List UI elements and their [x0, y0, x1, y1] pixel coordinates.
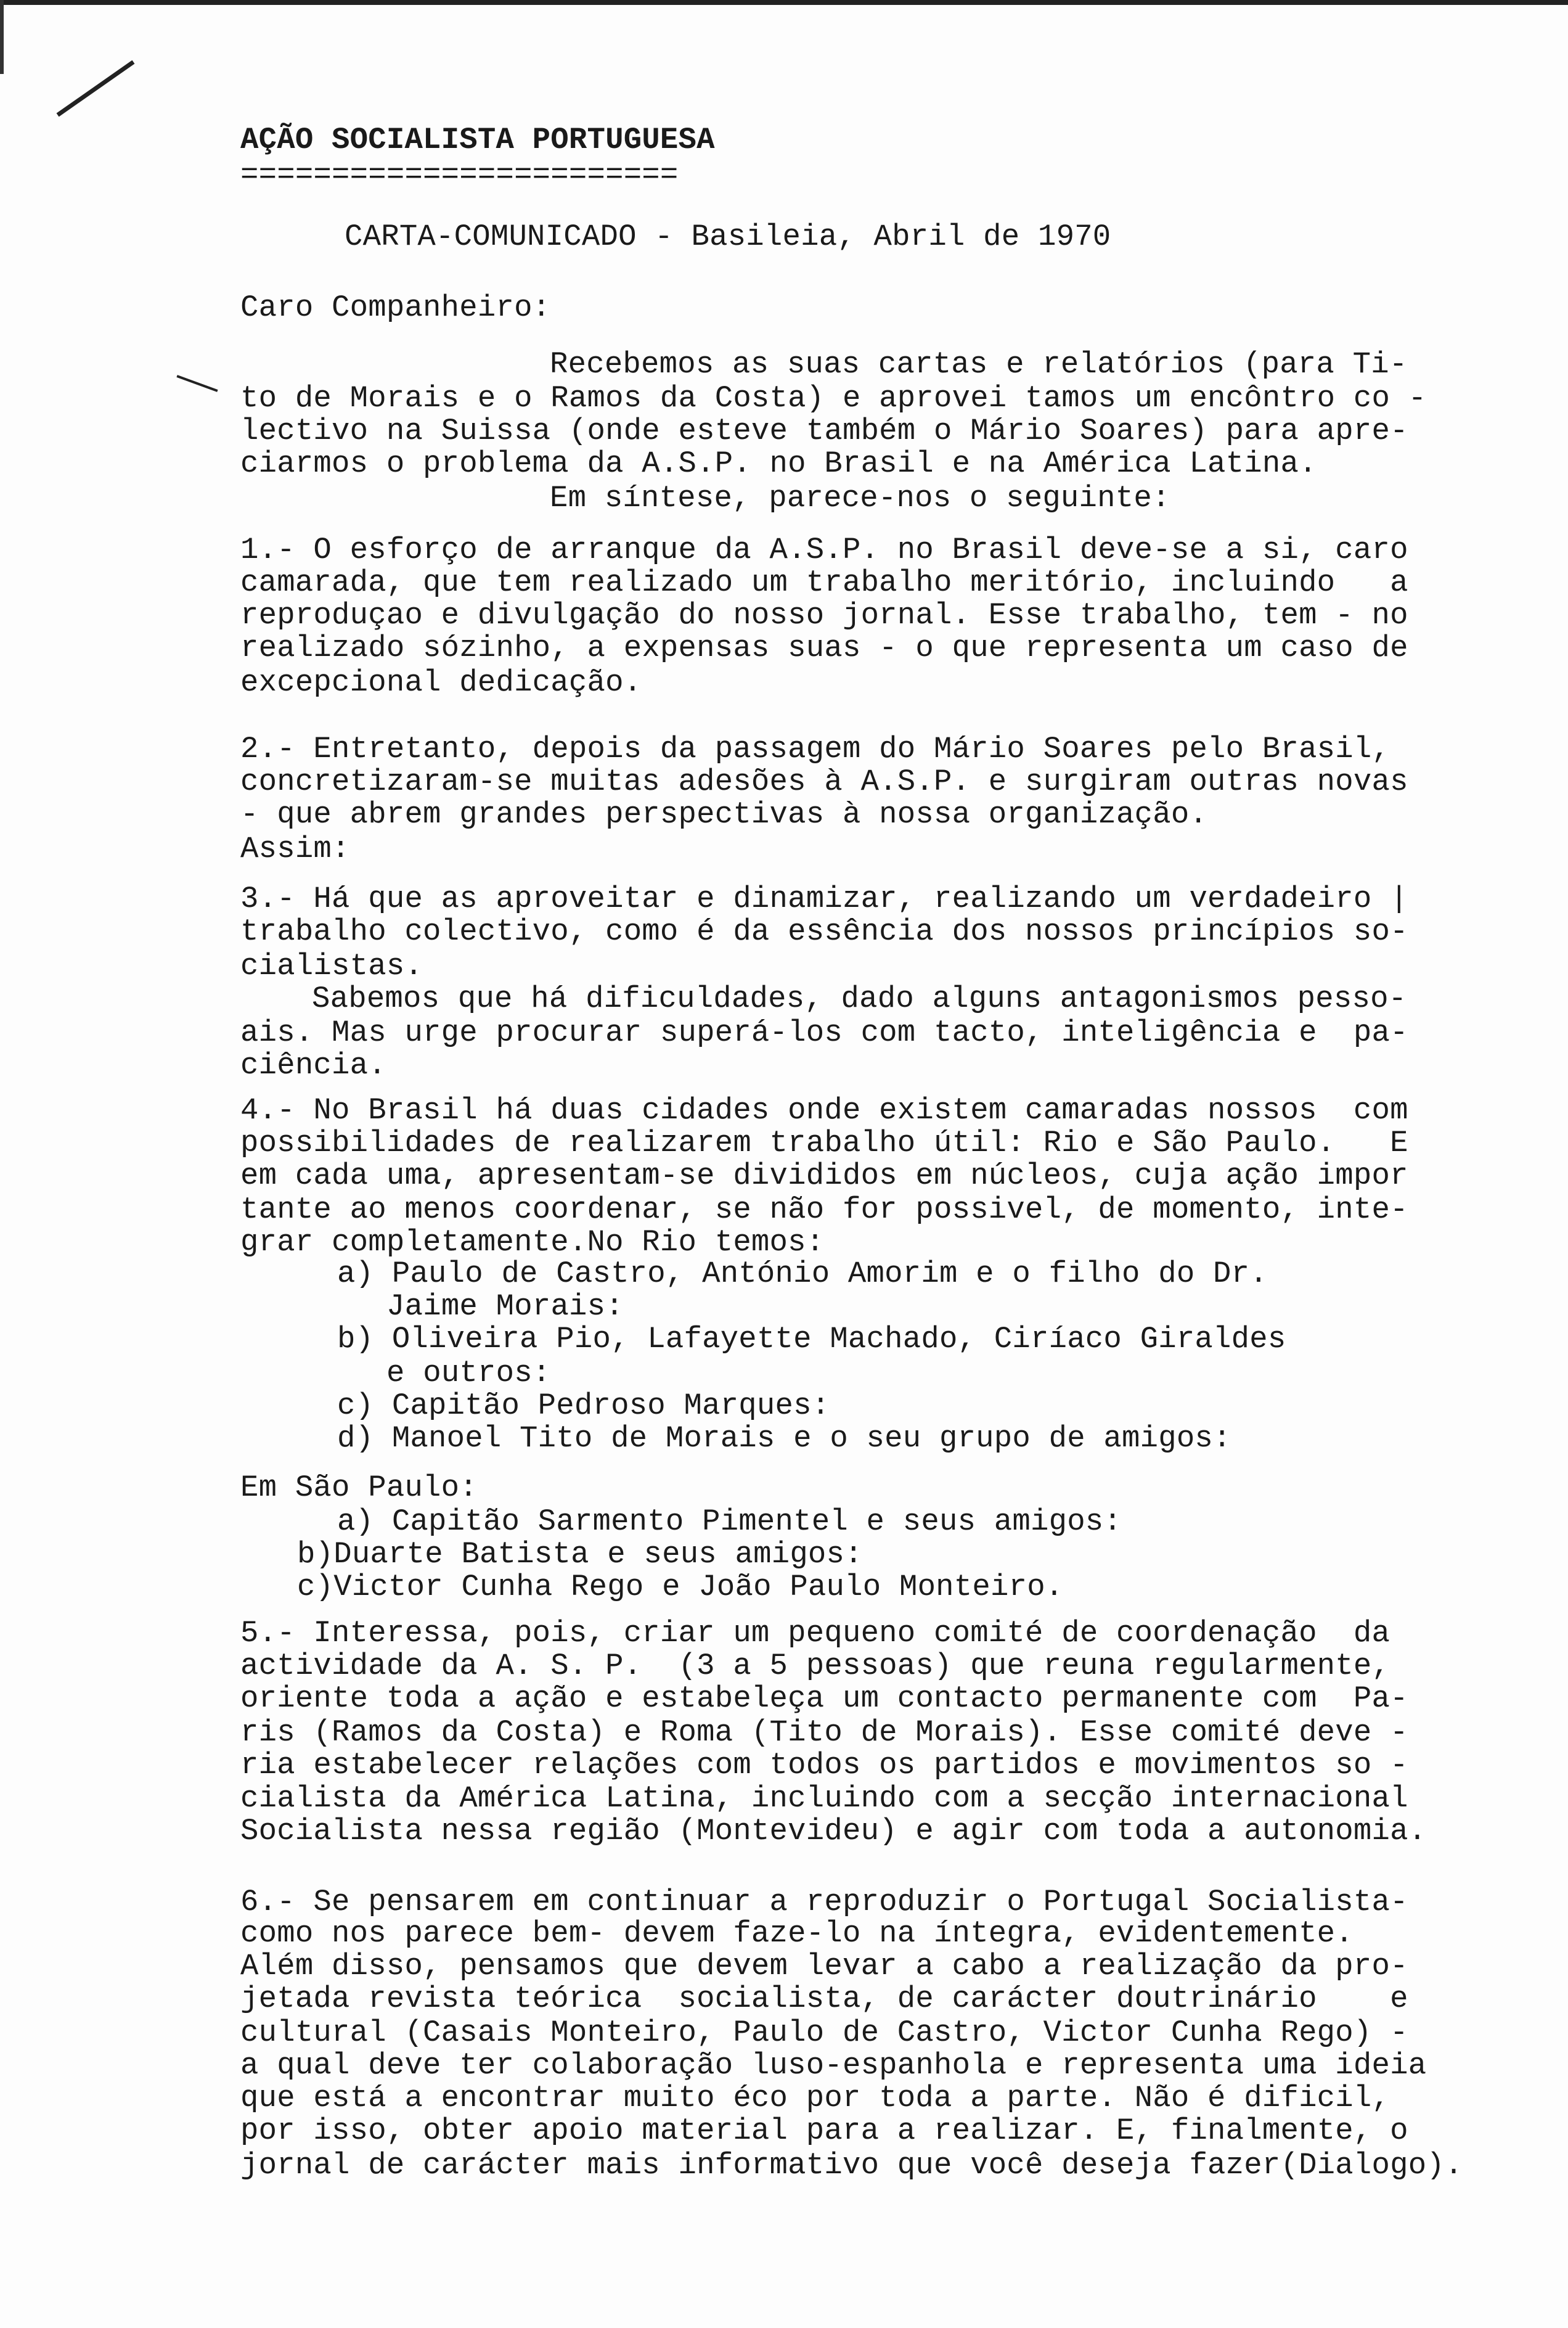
rio-list-item: e outros: — [386, 1356, 551, 1390]
paragraph-1-line: realizado sózinho, a expensas suas - o que representa um caso de — [240, 631, 1408, 665]
paragraph-4-line: em cada uma, apresentam-se divididos em núcleos, cuja ação impor — [240, 1158, 1408, 1193]
paragraph-1-line: 1.- O esforço de arranque da A.S.P. no Brasil deve-se a si, caro — [240, 533, 1408, 567]
paragraph-1-line: camarada, que tem realizado um trabalho meritório, incluindo a — [240, 565, 1408, 600]
paragraph-1-line: excepcional dedicação. — [240, 665, 642, 700]
rio-list-item: a) Paulo de Castro, António Amorim e o filho do Dr. — [337, 1256, 1268, 1291]
paragraph-5-line: oriente toda a ação e estabeleça um contacto permanente com Pa- — [240, 1681, 1408, 1716]
paragraph-6-line: por isso, obter apoio material para a realizar. E, finalmente, o — [240, 2113, 1408, 2148]
paragraph-6-line: a qual deve ter colaboração luso-espanhola e representa uma ideia — [240, 2048, 1427, 2083]
paragraph-4-line: tante ao menos coordenar, se não for possivel, de momento, inte- — [240, 1192, 1408, 1227]
sao-paulo-heading: Em São Paulo: — [240, 1470, 478, 1505]
pen-mark — [57, 60, 135, 117]
paragraph-3-line: ciência. — [240, 1048, 386, 1083]
paragraph-6-line: jornal de carácter mais informativo que você deseja fazer(Dialogo). — [240, 2148, 1463, 2182]
rio-list-item: d) Manoel Tito de Morais e o seu grupo de amigos: — [337, 1421, 1231, 1456]
paragraph-5-line: ria estabelecer relações com todos os partidos e movimentos so - — [240, 1748, 1408, 1782]
paragraph-4-line: possibilidades de realizarem trabalho útil: Rio e São Paulo. E — [240, 1126, 1408, 1160]
sao-paulo-list-item: a) Capitão Sarmento Pimentel e seus amigos: — [337, 1504, 1122, 1539]
paragraph-6-line: jetada revista teórica socialista, de carácter doutrinário e — [240, 1982, 1408, 2016]
title-underline: ======================== — [240, 158, 679, 192]
paragraph-1-line: reproduçao e divulgação do nosso jornal. Esse trabalho, tem - no — [240, 598, 1408, 633]
paragraph-5-line: Socialista nessa região (Montevideu) e agir com toda a autonomia. — [240, 1814, 1427, 1848]
paragraph-6-line: cultural (Casais Monteiro, Paulo de Castro, Victor Cunha Rego) - — [240, 2015, 1408, 2050]
intro-line: lectivo na Suissa (onde esteve também o Mário Soares) para apre- — [240, 414, 1408, 448]
sao-paulo-list-item: b)Duarte Batista e seus amigos: — [297, 1537, 863, 1572]
paragraph-2-line: - que abrem grandes perspectivas à nossa organização. — [240, 797, 1208, 832]
paragraph-6-line: Além disso, pensamos que devem levar a cabo a realização da pro- — [240, 1949, 1408, 1983]
paragraph-5-line: actividade da A. S. P. (3 a 5 pessoas) que reuna regularmente, — [240, 1649, 1390, 1683]
sao-paulo-list-item: c)Victor Cunha Rego e João Paulo Monteiro. — [297, 1570, 1064, 1604]
rio-list-item: c) Capitão Pedroso Marques: — [337, 1388, 830, 1423]
paragraph-3-line: 3.- Há que as aproveitar e dinamizar, realizando um verdadeiro | — [240, 882, 1408, 916]
paragraph-5-line: 5.- Interessa, pois, criar um pequeno comité de coordenação da — [240, 1616, 1390, 1650]
paragraph-2-line: Assim: — [240, 832, 350, 866]
paragraph-2-line: 2.- Entretanto, depois da passagem do Mário Soares pelo Brasil, — [240, 732, 1390, 766]
intro-line: to de Morais e o Ramos da Costa) e aprovei tamos um encôntro co - — [240, 381, 1427, 416]
paragraph-6-line: que está a encontrar muito éco por toda a parte. Não é dificil, — [240, 2081, 1390, 2115]
paragraph-3-line: trabalho colectivo, como é da essência dos nossos princípios so- — [240, 914, 1408, 949]
paragraph-5-line: cialista da América Latina, incluindo com a secção internacional — [240, 1781, 1408, 1816]
scan-edge-top — [0, 0, 1568, 5]
salutation: Caro Companheiro: — [240, 290, 551, 325]
paragraph-6-line: como nos parece bem- devem faze-lo na íntegra, evidentemente. — [240, 1916, 1354, 1951]
rio-list-item: b) Oliveira Pio, Lafayette Machado, Ciríaco Giraldes — [337, 1322, 1286, 1356]
paragraph-2-line: concretizaram-se muitas adesões à A.S.P. e surgiram outras novas — [240, 764, 1408, 799]
rio-list-item: Jaime Morais: — [386, 1289, 624, 1324]
margin-tick — [176, 375, 218, 392]
paragraph-3-line: ais. Mas urge procurar superá-los com tacto, inteligência e pa- — [240, 1015, 1408, 1050]
paragraph-6-line: 6.- Se pensarem em continuar a reproduzir o Portugal Socialista- — [240, 1885, 1408, 1919]
scan-edge-left — [0, 0, 4, 74]
intro-line: Em síntese, parece-nos o seguinte: — [550, 481, 1170, 515]
paragraph-5-line: ris (Ramos da Costa) e Roma (Tito de Morais). Esse comité deve - — [240, 1715, 1408, 1750]
organization-title: AÇÃO SOCIALISTA PORTUGUESA — [240, 123, 715, 157]
document-subtitle: CARTA-COMUNICADO - Basileia, Abril de 1970 — [345, 219, 1111, 254]
paragraph-4-line: grar completamente.No Rio temos: — [240, 1225, 825, 1260]
paragraph-4-line: 4.- No Brasil há duas cidades onde existem camaradas nossos com — [240, 1093, 1408, 1128]
paragraph-3-line: cialistas. — [240, 949, 423, 983]
paragraph-3-line: Sabemos que há dificuldades, dado alguns antagonismos pesso- — [312, 982, 1407, 1016]
intro-line: ciarmos o problema da A.S.P. no Brasil e na América Latina. — [240, 446, 1317, 481]
intro-line: Recebemos as suas cartas e relatórios (para Ti- — [550, 347, 1408, 382]
